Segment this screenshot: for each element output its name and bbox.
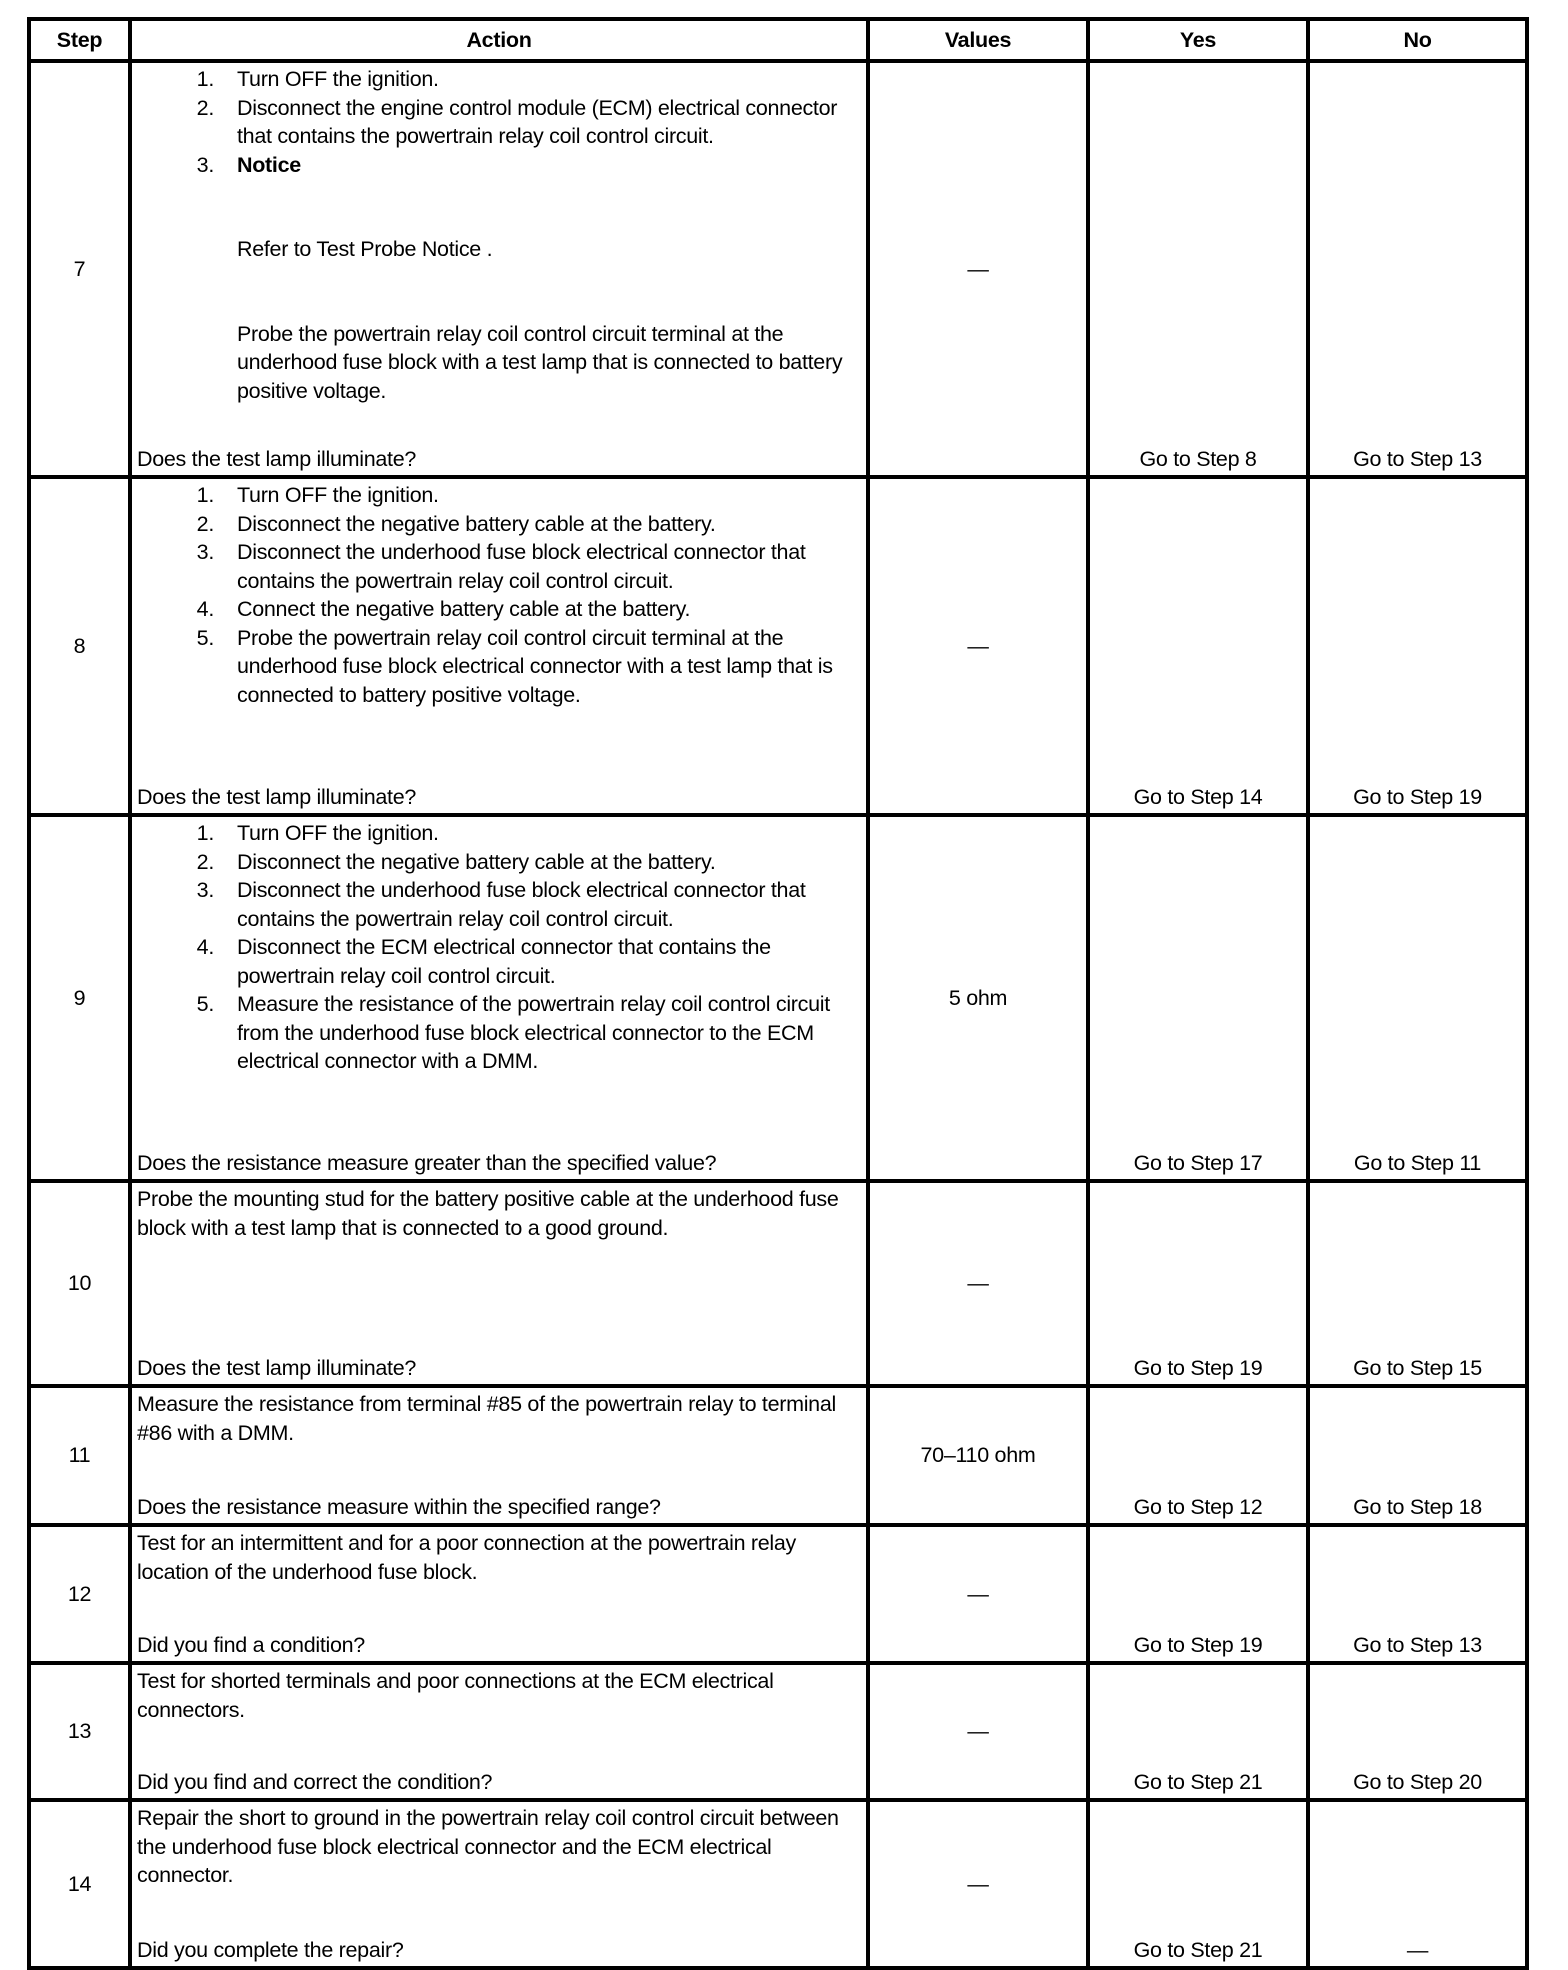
step-number: 14 [29,1800,130,1968]
probe-text: Probe the powertrain relay coil control circuit terminal at the underhood fuse block with a test lamp that is connected to battery positive voltage. [237,321,843,403]
item-text [237,876,862,933]
item-text [237,94,862,151]
step-number: 9 [29,815,130,1181]
yes-result: Go to Step 19 [1088,1181,1308,1386]
item-number: 4. [196,935,214,959]
question-text: Does the test lamp illuminate? [137,446,417,471]
step-list-item [137,624,862,710]
no-result: Go to Step 11 [1308,815,1527,1181]
value-cell: 70–110 ohm [868,1386,1088,1525]
step-list-item [137,510,862,539]
question-text: Does the test lamp illuminate? [137,784,417,809]
step-list-item [137,595,862,624]
header-values: Values [868,19,1088,61]
item-text-content: Turn OFF the ignition. [237,821,439,845]
item-text-content: Disconnect the negative battery cable at the battery. [237,849,716,874]
question-text: Did you complete the repair? [137,1937,404,1962]
no-result: Go to Step 20 [1308,1663,1527,1800]
item-number: 5. [196,992,214,1016]
step-list-item [137,933,862,990]
item-text-content: Disconnect the ECM electrical connector that contains the powertrain relay coil control circuit. [237,935,771,988]
no-result: Go to Step 13 [1308,61,1527,477]
yes-result: Go to Step 19 [1088,1525,1308,1663]
header-step: Step [29,19,130,61]
item-text [237,538,862,595]
step-list-item [137,819,862,848]
header-row [29,19,1527,61]
item-text [237,933,862,990]
no-result: — [1308,1800,1527,1968]
item-text [237,510,862,539]
value-cell: — [868,1181,1088,1386]
yes-result: Go to Step 17 [1088,815,1308,1181]
step-list [137,65,862,405]
item-text-content: Probe the powertrain relay coil control circuit terminal at the underhood fuse block electrical connector with a test lamp that is connected to battery positive voltage. [237,625,833,707]
no-result: Go to Step 15 [1308,1181,1527,1386]
step-list-item [137,848,862,877]
value-cell: — [868,1525,1088,1663]
question-text: Does the resistance measure within the specified range? [137,1494,661,1519]
action-text: Measure the resistance from terminal #85 of the powertrain relay to terminal #86 with a DMM. [137,1392,836,1445]
yes-result: Go to Step 12 [1088,1386,1308,1525]
item-number: 2. [196,849,214,874]
item-text-content: Disconnect the engine control module (ECM) electrical connector that contains the powertrain relay coil control circuit. [237,95,838,148]
item-number: 3. [196,540,214,564]
header-action: Action [130,19,868,61]
item-number: 1. [196,67,214,91]
step-list [137,819,862,1076]
item-text [237,65,862,94]
item-number: 3. [196,878,214,902]
action-text: Probe the mounting stud for the battery positive cable at the underhood fuse block with a test lamp that is connected to a good ground. [137,1187,839,1240]
step-list-item [137,65,862,94]
step-list-item [137,876,862,933]
table-row [29,1386,1527,1525]
action-cell [130,1525,868,1663]
table-row [29,1181,1527,1386]
item-text-content: Measure the resistance of the powertrain relay coil control circuit from the underhood fuse block electrical connector to the ECM electrical connector with a DMM. [237,992,830,1073]
step-list [137,481,862,709]
item-text [237,624,862,710]
item-text [237,819,862,848]
yes-result: Go to Step 21 [1088,1663,1308,1800]
notice-text: Refer to Test Probe Notice . [237,237,493,261]
item-text [237,481,862,510]
action-text: Repair the short to ground in the powertrain relay coil control circuit between the underhood fuse block electrical connector and the ECM electrical connector. [137,1806,839,1887]
step-number: 12 [29,1525,130,1663]
question-text: Does the resistance measure greater than the specified value? [137,1150,717,1175]
question-text: Did you find a condition? [137,1632,365,1657]
step-list-item [137,94,862,151]
step-list-item [137,481,862,510]
header-no: No [1308,19,1527,61]
item-text-content: Turn OFF the ignition. [237,483,439,507]
action-cell [130,815,868,1181]
action-cell [130,1181,868,1386]
item-text [237,595,862,624]
table-row [29,61,1527,477]
action-cell [130,477,868,815]
item-number: 5. [196,625,214,650]
yes-result: Go to Step 8 [1088,61,1308,477]
value-cell: — [868,1800,1088,1968]
item-text-content: Connect the negative battery cable at the battery. [237,597,691,621]
item-text-content: Disconnect the underhood fuse block electrical connector that contains the powertrain relay coil control circuit. [237,878,806,931]
item-text [237,848,862,877]
step-list-item [137,151,862,406]
action-text: Test for an intermittent and for a poor connection at the powertrain relay location of the underhood fuse block. [137,1531,797,1584]
yes-result: Go to Step 14 [1088,477,1308,815]
item-number: 1. [196,821,214,845]
item-text-content: Disconnect the negative battery cable at the battery. [237,511,716,536]
table-row [29,1800,1527,1968]
step-list-item [137,538,862,595]
value-cell: 5 ohm [868,815,1088,1181]
step-number: 13 [29,1663,130,1800]
item-text-content: Turn OFF the ignition. [237,67,439,91]
action-cell [130,1386,868,1525]
item-number: 2. [196,511,214,536]
table-row [29,1663,1527,1800]
action-text: Test for shorted terminals and poor connections at the ECM electrical connectors. [137,1669,774,1722]
item-number: 1. [196,483,214,507]
diagnostic-table [27,17,1529,1970]
table-row [29,815,1527,1181]
no-result: Go to Step 19 [1308,477,1527,815]
item-text-content: Disconnect the underhood fuse block electrical connector that contains the powertrain relay coil control circuit. [237,540,806,593]
yes-result: Go to Step 21 [1088,1800,1308,1968]
action-cell [130,1800,868,1968]
step-number: 8 [29,477,130,815]
step-number: 7 [29,61,130,477]
action-cell [130,61,868,477]
notice-label: Notice [237,152,301,177]
action-cell [130,1663,868,1800]
question-text: Does the test lamp illuminate? [137,1355,417,1380]
value-cell: — [868,477,1088,815]
step-number: 11 [29,1386,130,1525]
no-result: Go to Step 13 [1308,1525,1527,1663]
item-number: 2. [196,95,214,120]
value-cell: — [868,1663,1088,1800]
header-yes: Yes [1088,19,1308,61]
item-number: 3. [196,152,214,177]
item-text [237,151,862,406]
no-result: Go to Step 18 [1308,1386,1527,1525]
item-number: 4. [196,597,214,621]
item-text [237,990,862,1076]
question-text: Did you find and correct the condition? [137,1769,493,1794]
table-row [29,477,1527,815]
step-list-item [137,990,862,1076]
table-row [29,1525,1527,1663]
value-cell: — [868,61,1088,477]
step-number: 10 [29,1181,130,1386]
